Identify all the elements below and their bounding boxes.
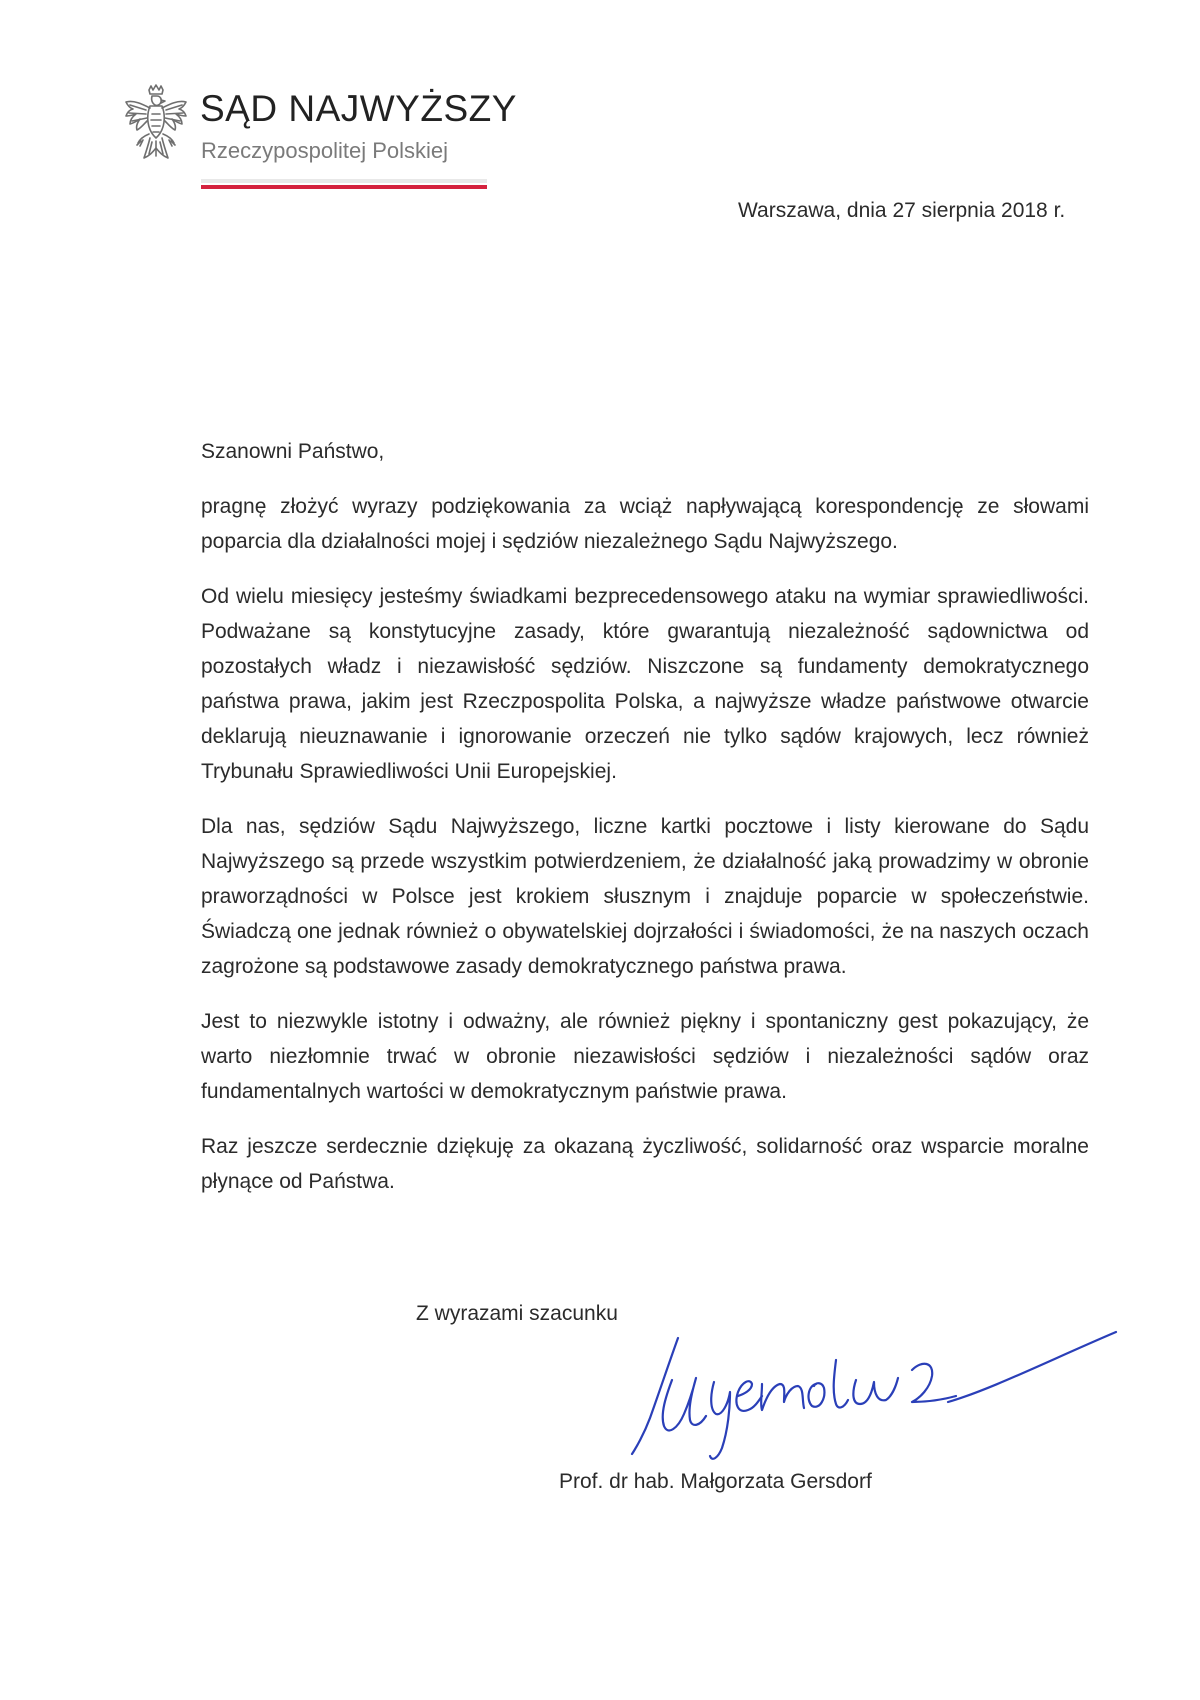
signer-name: Prof. dr hab. Małgorzata Gersdorf <box>559 1470 872 1493</box>
paragraph: Od wielu miesięcy jesteśmy świadkami bezprecedensowego ataku na wymiar sprawiedliwości. Podważane są konstytucyjne zasady, które gwarantują niezależność sądownictwa od pozostałych władz i niezawisłość sędziów. Niszczone są fundamenty demokratycznego państwa prawa, jakim jest Rzeczpospolita Polska, a najwyższe władze państwowe otwarcie deklarują nieuznawanie i ignorowanie orzeczeń nie tylko sądów krajowych, lecz również Trybunału Sprawiedliwości Unii Europejskiej. <box>201 585 1089 783</box>
paragraph: Dla nas, sędziów Sądu Najwyższego, liczne kartki pocztowe i listy kierowane do Sądu Najwyższego są przede wszystkim potwierdzeniem, że działalność jaką prowadzimy w obronie praworządności w Polsce jest krokiem słusznym i znajduje poparcie w społeczeństwie. Świadczą one jednak również o obywatelskiej dojrzałości i świadomości, że na naszych oczach zagrożone są podstawowe zasady demokratycznego państwa prawa. <box>201 815 1089 978</box>
paragraph: Jest to niezwykle istotny i odważny, ale również piękny i spontaniczny gest pokazujący, że warto niezłomnie trwać w obronie niezawisłości sędziów i niezależności sądów oraz fundamentalnych wartości w demokratycznym państwie prawa. <box>201 1010 1089 1103</box>
paragraph: Raz jeszcze serdecznie dziękuję za okazaną życzliwość, solidarność oraz wsparcie moralne płynące od Państwa. <box>201 1135 1089 1193</box>
court-name: SĄD NAJWYŻSZY <box>200 88 517 129</box>
flag-stripe <box>201 179 487 189</box>
salutation: Szanowni Państwo, <box>201 440 385 463</box>
flag-stripe-red <box>201 185 487 189</box>
flag-stripe-white <box>201 179 487 183</box>
court-subtitle: Rzeczypospolitej Polskiej <box>201 138 448 163</box>
closing-phrase: Z wyrazami szacunku <box>416 1302 618 1325</box>
handwritten-signature <box>630 1330 1120 1470</box>
paragraph: pragnę złożyć wyrazy podziękowania za wciąż napływającą korespondencję ze słowami poparcia dla działalności mojej i sędziów niezależnego Sądu Najwyższego. <box>201 495 1089 553</box>
white-eagle-icon <box>122 84 190 166</box>
letter-body <box>201 434 1089 1219</box>
letter-date: Warszawa, dnia 27 sierpnia 2018 r. <box>738 199 1066 222</box>
